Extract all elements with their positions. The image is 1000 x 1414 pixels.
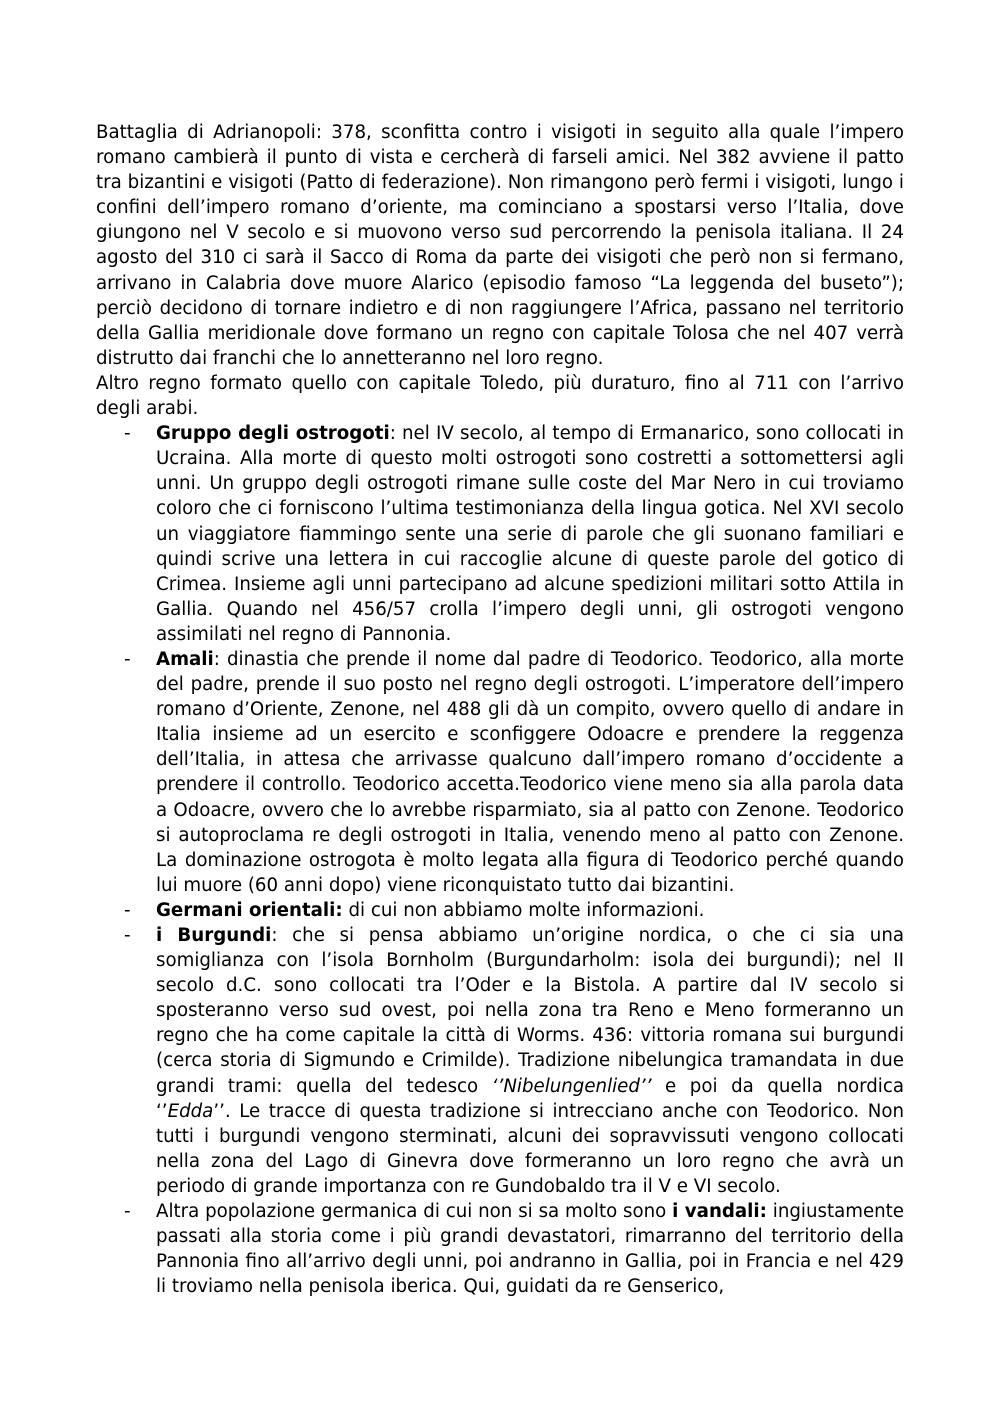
term-amali: Amali (156, 648, 214, 670)
text-ostrogoti: : nel IV secolo, al tempo di Ermanarico, sono collocati in Ucraina. Alla morte di questo molti ostrogoti sono costretti a sottomettersi agli unni. Un gruppo degli ostrogoti rimane sulle coste del Mar Nero in cui troviamo coloro che ci forniscono l’ultima testimonianza della lingua gotica. Nel XVI secolo un viaggiatore fiammingo sente una serie di parole che gli suonano familiari e quindi scrive una lettera in cui raccoglie alcune di queste parole del gotico di Crimea. Insieme agli unni partecipano ad alcune spedizioni militari sotto Attila in Gallia. Quando nel 456/57 crolla l’impero degli unni, gli ostrogoti vengono assimilati nel regno di Pannonia. (156, 423, 904, 645)
text-burgundi-a: : che si pensa abbiamo un’origine nordica, o che ci sia una somiglianza con l’isola Bornholm (Burgundarholm: isola dei burgundi); nel II secolo d.C. sono collocati tra l’Oder e la Bistola. A partire dal IV secolo si sposteranno verso sud ovest, poi nella zona tra Reno e Meno formeranno un regno che ha come capitale la città di Worms. 436: vittoria romana sui burgundi (cerca storia di Sigmundo e Crimilde). Tradizione nibelungica tramandata in due grandi trami: quella del tedesco (156, 925, 904, 1097)
list-item-burgundi (96, 923, 904, 1199)
term-vandali: i vandali: (672, 1201, 767, 1223)
text-germani-orientali: di cui non abbiamo molte informazioni. (342, 899, 705, 921)
list-item-ostrogoti (96, 421, 904, 647)
bullet-dash: - (124, 423, 131, 445)
lead-vandali: Altra popolazione germanica di cui non si sa molto sono (156, 1201, 673, 1223)
bullet-list (96, 421, 904, 1299)
text-burgundi-b: e poi da quella nordica ‘’ (156, 1075, 904, 1122)
term-germani-orientali: Germani orientali: (156, 899, 343, 921)
list-item-amali (96, 647, 904, 898)
paragraph-toledo: Altro regno formato quello con capitale Toledo, più duraturo, fino al 711 con l’arrivo degli arabi. (96, 372, 904, 420)
text-amali: : dinastia che prende il nome dal padre di Teodorico. Teodorico, alla morte del padre, prende il suo posto nel regno degli ostrogoti. L’imperatore dell’impero romano d’Oriente, Zenone, nel 488 gli dà un compito, ovvero quello di andare in Italia insieme ad un esercito e sconfiggere Odoacre e prendere la reggenza dell’Italia, in attesa che arrivasse qualcuno dall’impero romano d’occidente a prendere il controllo. Teodorico accetta.Teodorico viene meno sia alla parola data a Odoacre, ovvero che lo avrebbe risparmiato, sia al patto con Zenone. Teodorico si autoproclama re degli ostrogoti in Italia, venendo meno al patto con Zenone. La dominazione ostrogota è molto legata alla figura di Teodorico perché quando lui muore (60 anni dopo) viene riconquistato tutto dai bizantini. (156, 648, 904, 896)
term-burgundi: i Burgundi (156, 925, 272, 946)
title-nibelungenlied: ‘’Nibelungenlied’’ (491, 1075, 652, 1097)
text-vandali: ingiustamente passati alla storia come i più grandi devastatori, rimarranno del territorio della Pannonia fino all’arrivo degli unni, poi andranno in Gallia, poi in Francia e nel 429 li troviamo nella penisola iberica. Qui, guidati da re Genserico, (156, 1201, 904, 1298)
list-item-vandali (96, 1199, 904, 1299)
list-item-germani-orientali (96, 898, 904, 923)
bullet-dash: - (124, 1201, 131, 1223)
paragraph-adrianopoli: Battaglia di Adrianopoli: 378, sconfitta contro i visigoti in seguito alla quale l’impero romano cambierà il punto di vista e cercherà di farseli amici. Nel 382 avviene il patto tra bizantini e visigoti (Patto di federazione). Non rimangono però fermi i visigoti, lungo i confini dell’impero romano d’oriente, ma cominciano a spostarsi verso l’Italia, dove giungono nel V secolo e si muovono verso sud percorrendo la penisola italiana. Il 24 agosto del 310 ci sarà il Sacco di Roma da parte dei visigoti che però non si fermano, arrivano in Calabria dove muore Alarico (episodio famoso “La leggenda del buseto”); perciò decidono di tornare indietro e di non raggiungere l’Africa, passano nel territorio della Gallia meridionale dove formano un regno con capitale Tolosa che nel 407 verrà distrutto dai franchi che lo annetteranno nel loro regno. (96, 122, 904, 369)
bullet-dash: - (124, 899, 131, 921)
bullet-dash: - (124, 648, 131, 670)
term-ostrogoti: Gruppo degli ostrogoti (156, 423, 390, 445)
text-burgundi-c: ’’. Le tracce di questa tradizione si intrecciano anche con Teodorico. Non tutti i burgundi vengono sterminati, alcuni dei sopravvissuti vengono collocati nella zona del Lago di Ginevra dove formeranno un loro regno che avrà un periodo di grande importanza con re Gundobaldo tra il V e VI secolo. (156, 1100, 904, 1197)
document-page (96, 120, 904, 1299)
title-edda: Edda (167, 1100, 214, 1122)
bullet-dash: - (124, 925, 131, 946)
